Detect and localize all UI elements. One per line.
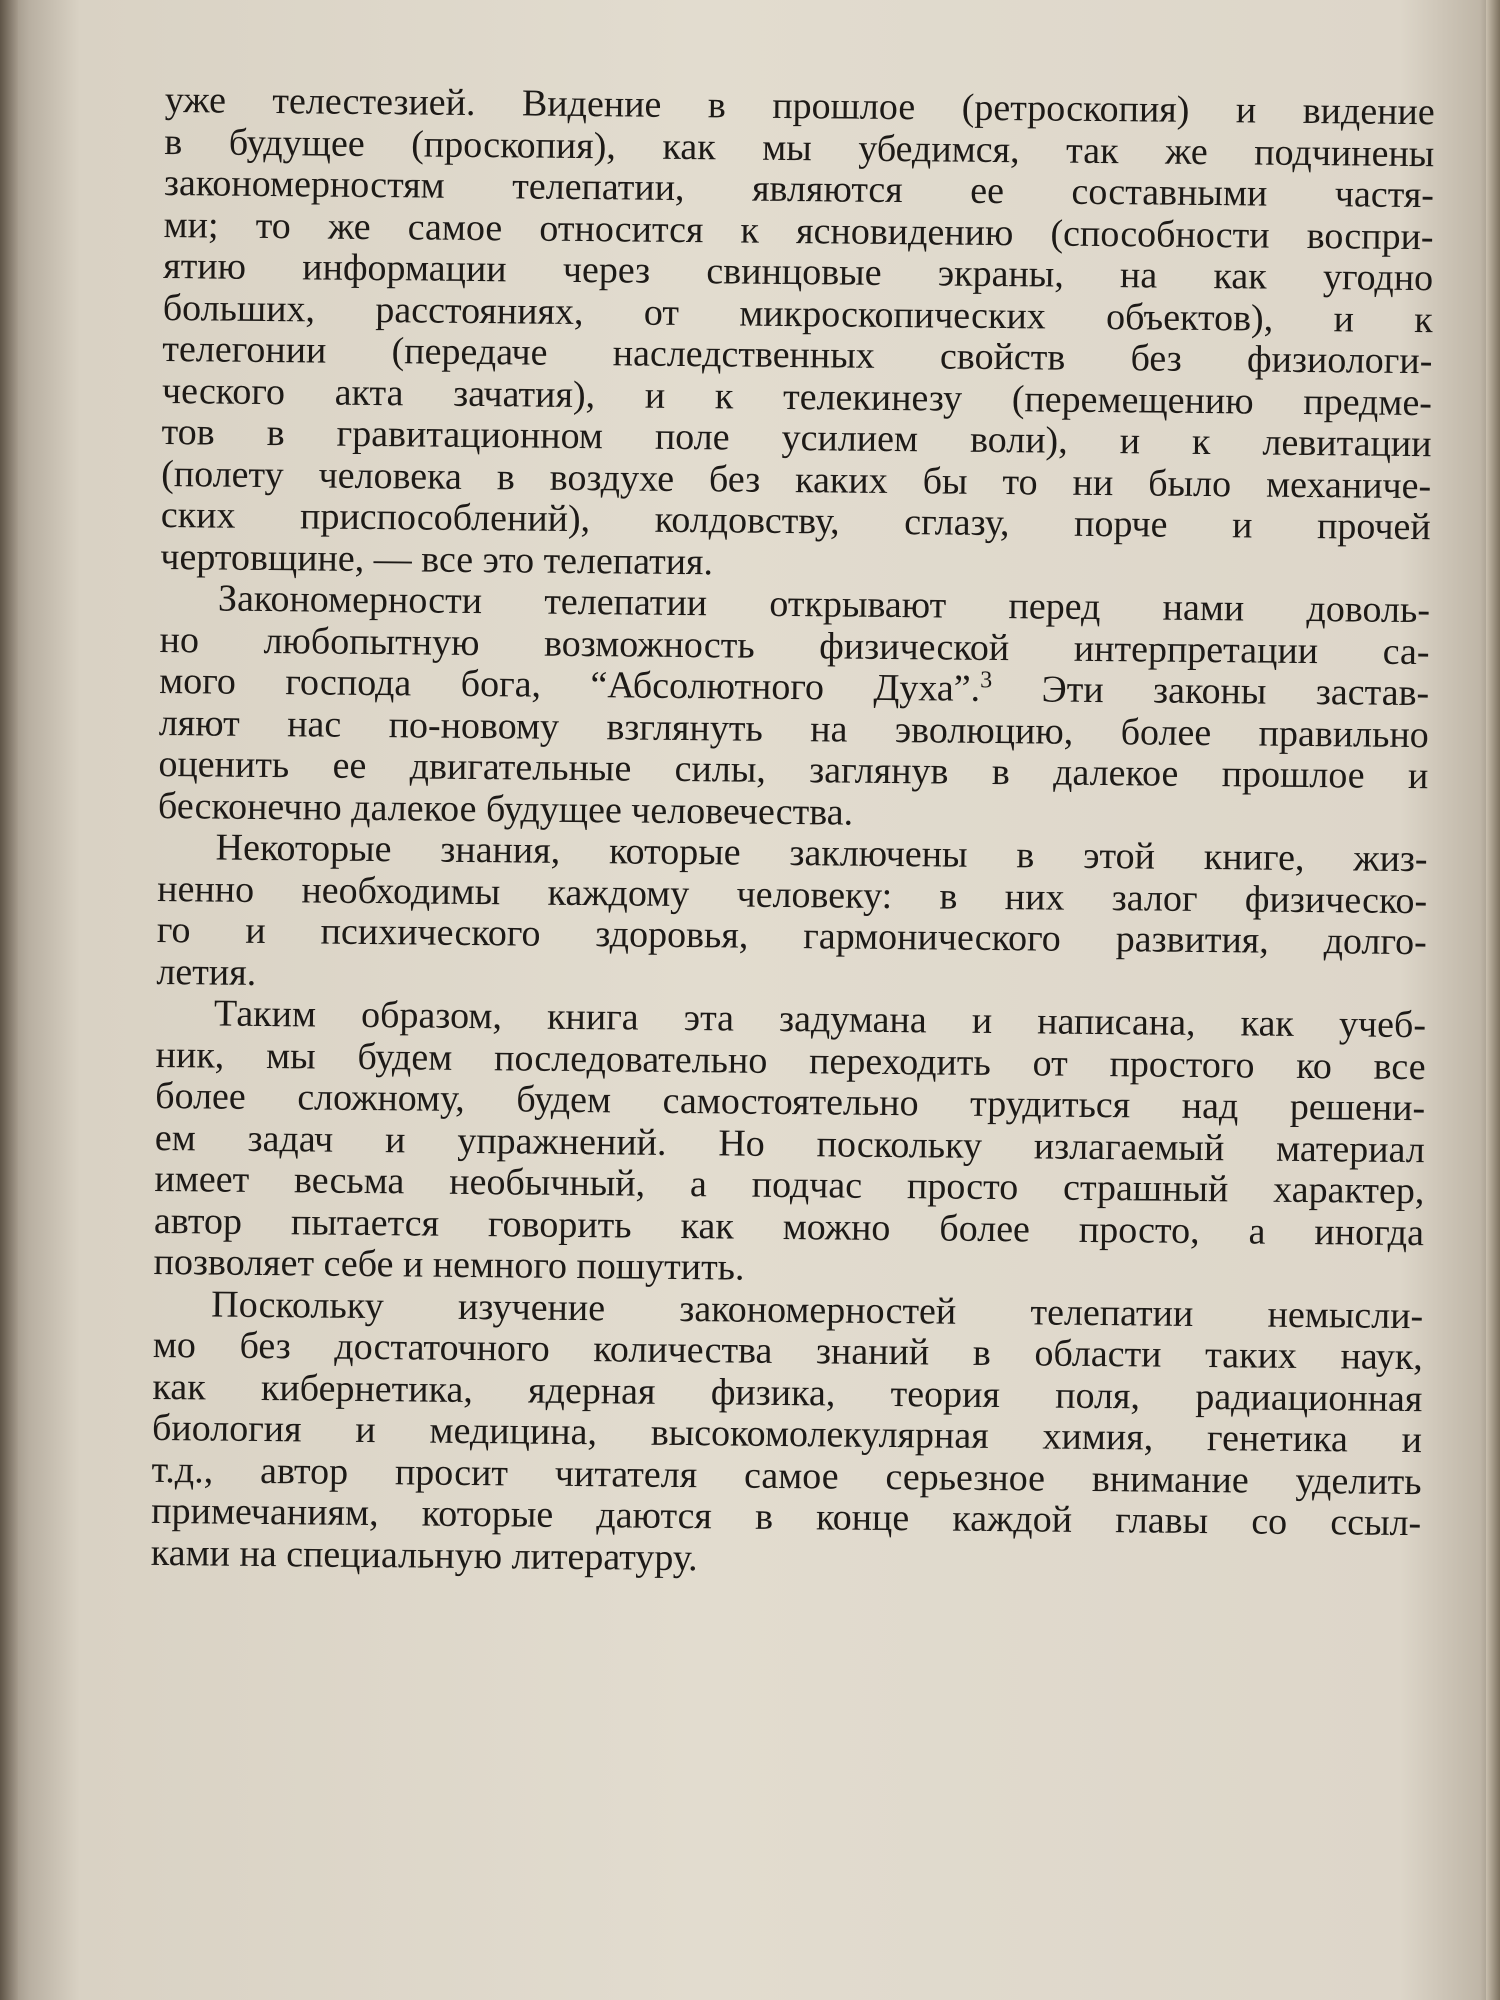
- text-line: т.д., автор просит читателя самое серьезное внимание уделить: [151, 1448, 1422, 1503]
- page-text-block: [148, 80, 1435, 1832]
- text-line: Закономерности телепатии открывают перед нами доволь-: [217, 577, 1431, 632]
- text-line: автор пытается говорить как можно более просто, а иногда: [153, 1199, 1425, 1254]
- text-line: более сложному, будем самостоятельно трудиться над решени-: [155, 1074, 1426, 1130]
- text-line: ненно необходимы каждому человеку: в них залог физическо-: [157, 867, 1428, 922]
- text-line: оценить ее двигательные силы, заглянув в далекое прошлое и: [158, 742, 1429, 798]
- text-line: мо без достаточного количества знаний в области таких наук,: [152, 1323, 1424, 1379]
- text-line: в будущее (проскопия), как мы убедимся, так же подчинены: [164, 120, 1435, 175]
- text-line: ками на специальную литературу.: [150, 1531, 698, 1579]
- text-line: закономерностям телепатии, являются ее составными частя-: [163, 161, 1435, 217]
- page-binding-edge: [0, 0, 18, 2000]
- text-line: ятию информации через свинцовые экраны, на как угодно: [163, 244, 1434, 300]
- text-line: ляют нас по-новому взглянуть на эволюцию, более правильно: [158, 701, 1429, 756]
- text-line: ник, мы будем последовательно переходить от простого ко все: [155, 1033, 1426, 1088]
- paragraph-2: [158, 578, 1430, 839]
- text-line: ческого акта зачатия), и к телекинезу (перемещению предме-: [161, 369, 1433, 424]
- text-line: бесконечно далекое будущее человечества.: [157, 784, 854, 834]
- text-line: больших, расстояниях, от микроскопических объектов), и к: [162, 286, 1433, 341]
- page-outer-edge: [1486, 0, 1500, 2000]
- text-line: как кибернетика, ядерная физика, теория поля, радиационная: [152, 1365, 1423, 1420]
- paragraph-1: [160, 80, 1435, 590]
- text-line: го и психического здоровья, гармонического развития, долго-: [156, 908, 1427, 964]
- text-line: Поскольку изучение закономерностей телепатии немысли-: [211, 1283, 1424, 1337]
- text-line: телегонии (передаче наследственных свойств без физиологи-: [162, 327, 1433, 383]
- text-line: имеет весьма необычный, а подчас просто страшный характер,: [154, 1157, 1425, 1213]
- text-line: биология и медицина, высокомолекулярная химия, генетика и: [151, 1406, 1423, 1462]
- footnote-marker: 3: [980, 667, 993, 694]
- text-line: позволяет себе и немного пошутить.: [153, 1240, 745, 1289]
- text-segment: мого господа бога, “Абсолютного Духа”.: [159, 659, 981, 710]
- text-line: уже телестезией. Видение в прошлое (ретроскопия) и видение: [164, 79, 1435, 134]
- text-line: примечаниям, которые даются в конце каждой главы со ссыл-: [151, 1489, 1422, 1545]
- text-line: летия.: [156, 950, 257, 994]
- text-line: ми; то же самое относится к ясновидению (способности воспри-: [163, 203, 1434, 258]
- text-line: тов в гравитационном поле усилием воли), и к левитации: [161, 410, 1432, 466]
- text-line: (полету человека в воздухе без каких бы то ни было механиче-: [161, 452, 1432, 507]
- paragraph-5: [151, 1283, 1424, 1586]
- paragraph-4: [153, 993, 1426, 1296]
- text-segment: Эти законы застав-: [991, 667, 1430, 715]
- paragraph-3: [156, 827, 1428, 1005]
- text-line: чертовщине, — все это телепатия.: [160, 535, 714, 583]
- text-line: ем задач и упражнений. Но поскольку излагаемый материал: [154, 1116, 1425, 1171]
- text-line: ских приспособлений), колдовству, сглазу, порче и прочей: [160, 493, 1431, 549]
- text-line: Некоторые знания, которые заключены в этой книге, жиз-: [215, 826, 1428, 881]
- text-line: но любопытную возможность физической интерпретации са-: [159, 618, 1430, 673]
- text-line: Таким образом, книга эта задумана и написана, как учеб-: [213, 992, 1427, 1047]
